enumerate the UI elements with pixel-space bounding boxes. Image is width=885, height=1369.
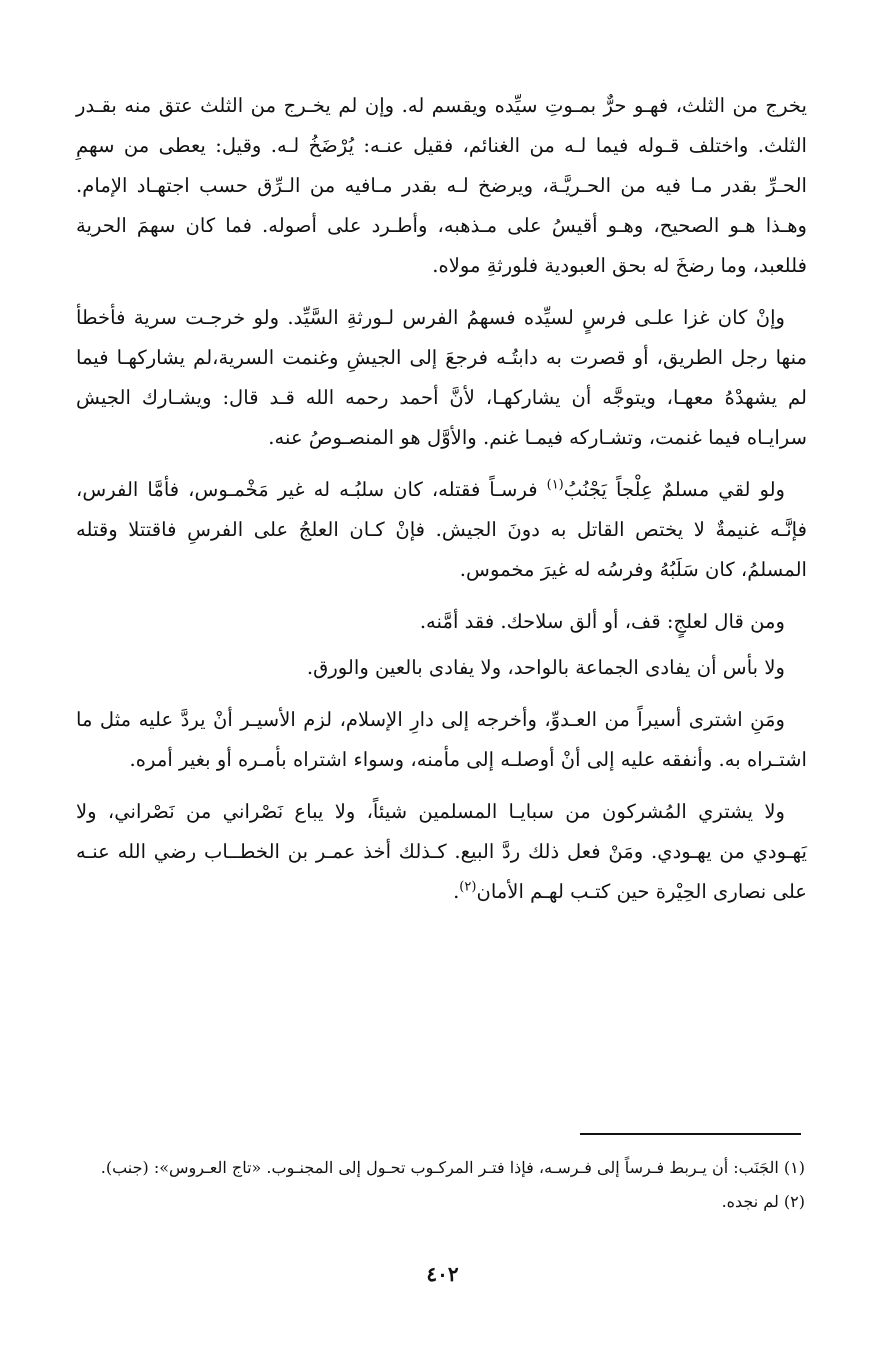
footnotes <box>77 1153 805 1221</box>
paragraph-5: ولا بأس أن يفادى الجماعة بالواحد، ولا يفادى بالعين والورق. <box>306 656 785 679</box>
paragraph-3 <box>76 470 807 590</box>
paragraph-4: ومن قال لعلجٍ: قف، أو ألق سلاحك. فقد أمَّنه. <box>419 610 785 633</box>
page-number: ٤٠٢ <box>426 1262 459 1286</box>
paragraph-3-lead: ولو لقي مسلمٌ عِلْجاً يَجْنُبُ <box>563 478 785 501</box>
paragraph-1: يخرج من الثلث، فهـو حرٌّ بمـوتِ سيِّده ويقسم له. وإن لم يخـرج من الثلث عتق منه بقـدر الثلث. واختلف قـوله فيما لـه من الغنائم، فقيل عنـه: يُرْضَخُ لـه. وقيل: يعطى من سهمِ الحـرِّ بقدر مـا فيه من الحـريَّـة، ويرضخ لـه بقدر مـافيه من الـرِّق حسب اجتهـاد الإمام. وهـذا هـو الصحيح، وهـو أقيسُ على مـذهبه، وأطـرد على أصوله. فما كان سهمَ الحرية فللعبد، وما رضخَ له بحق العبودية فلورثةِ مولاه. <box>76 94 807 277</box>
footnote-ref-2[interactable]: (٢) <box>459 879 477 895</box>
paragraph-3-rest: فرسـاً فقتله، كان سلبُـه له غير مَخْمـوس، فأمَّا الفرس، فإنَّـه غنيمةٌ لا يختص القاتل به دونَ الجيش. فإنْ كـان العلجُ على الفرسِ فاقتتلا وقتله المسلمُ، كان سَلَبُهُ وفرسُه له غيرَ مخموس. <box>76 478 807 581</box>
footnote-1: (١) الجَنَب: أن يـربط فـرساً إلى فـرسـه، فإذا فتـر المركـوب تحـول إلى المجنـوب. «تاج العـروس»: (جنب). <box>100 1158 805 1177</box>
footnote-ref-1[interactable]: (١) <box>546 477 564 493</box>
footnote-divider <box>580 1133 801 1135</box>
paragraph-7 <box>76 792 807 912</box>
footnote-2: (٢) لم نجده. <box>721 1192 805 1211</box>
paragraph-2: وإنْ كان غزا علـى فرسٍ لسيِّده فسهمُ الفرس لـورثةِ السَّيِّد. ولو خرجـت سرية فأخطأ منها رجل الطريق، أو قصرت به دابتُـه فرجعَ إلى الجيشِ وغنمت السرية،لم يشاركهـا فيما لم يشهدْهُ معهـا، ويتوجَّه أن يشاركهـا، لأنَّ أحمد رحمه الله قـد قال: ويشـارك الجيش سرايـاه فيما غنمت، وتشـاركه فيمـا غنم. والأوَّل هو المنصـوصُ عنه. <box>76 306 807 449</box>
paragraph-6: ومَنِ اشترى أسيراً من العـدوِّ، وأخرجه إلى دارِ الإسلام، لزم الأسيـر أنْ يردَّ عليه مثل ما اشتـراه به. وأنفقه عليه إلى أنْ أوصلـه إلى مأمنه، وسواء اشتراه بأمـره أو بغير أمره. <box>76 708 807 771</box>
body-text <box>76 86 807 924</box>
paragraph-7-text: ولا يشتري المُشركون من سبايـا المسلمين شيئاً، ولا يباع نَصْراني من نَصْراني، ولا يَهـودي من يهـودي. ومَنْ فعل ذلك ردَّ البيع. كـذلك أخذ عمـر بن الخطــاب رضي الله عنـه على نصارى الحِيْرة حين كتـب لهـم الأمان <box>76 800 807 903</box>
paragraph-7-end: . <box>453 880 460 903</box>
